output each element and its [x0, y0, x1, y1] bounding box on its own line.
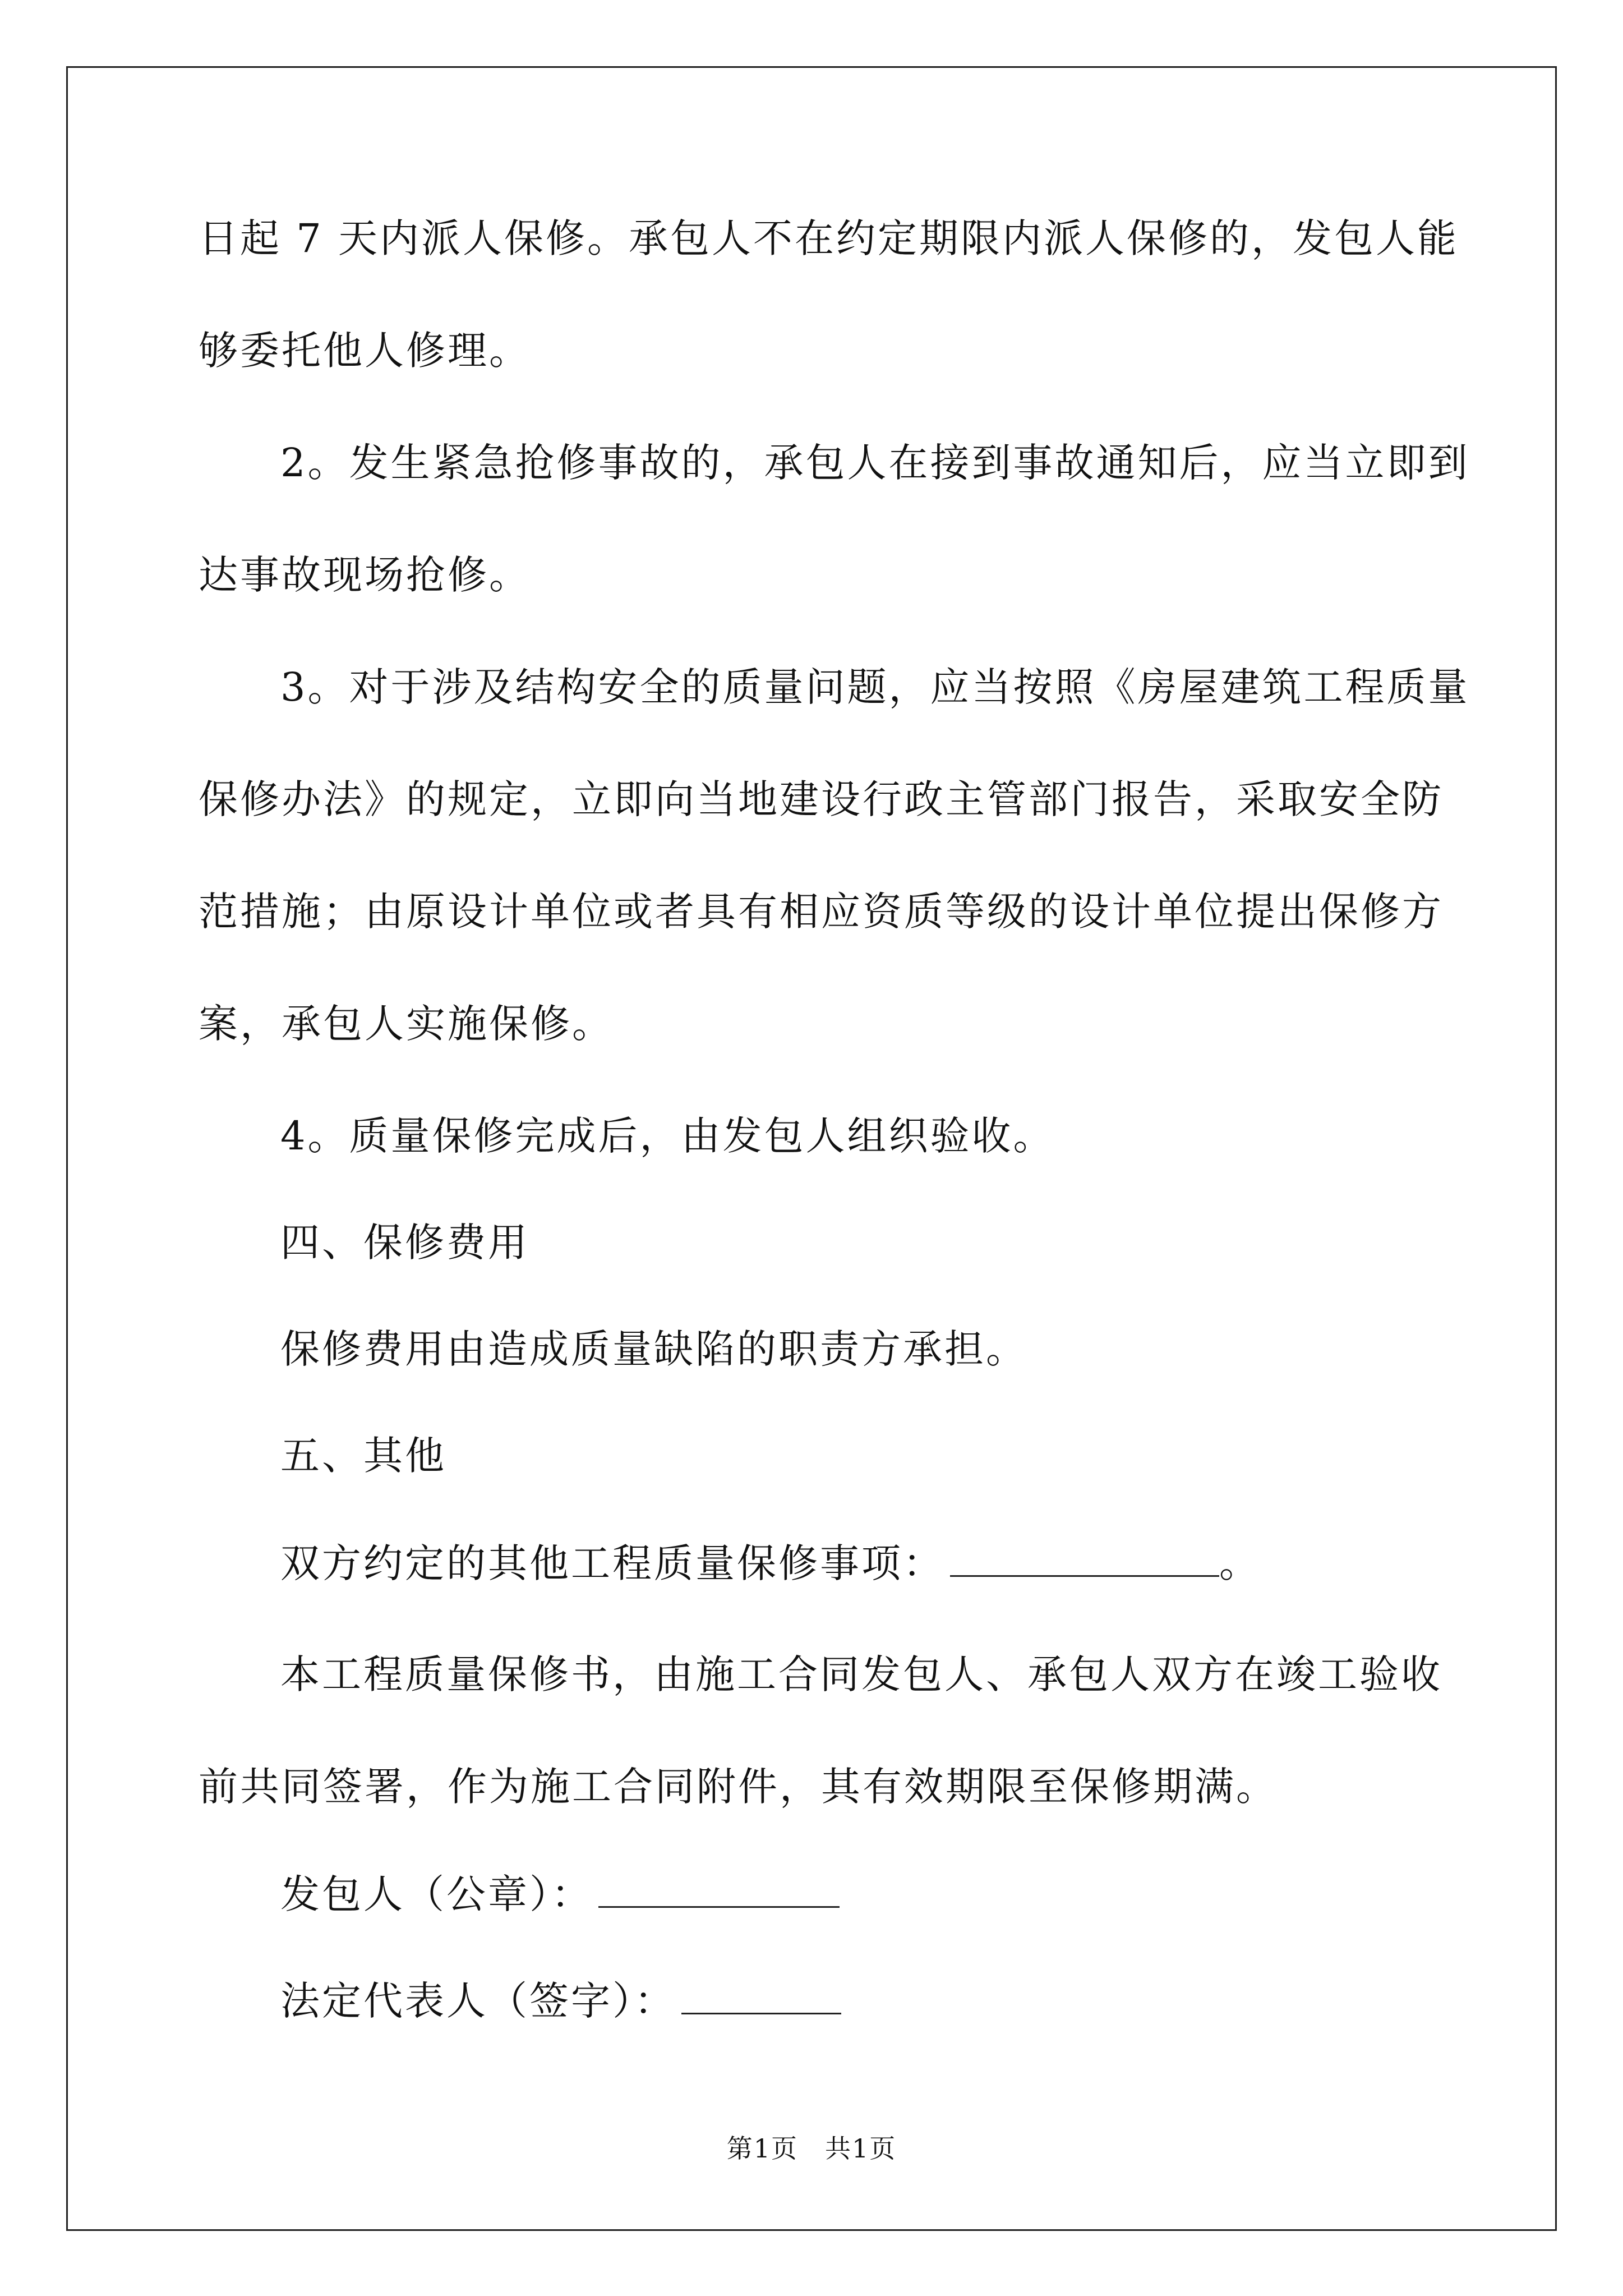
employer-seal-blank — [598, 1874, 840, 1908]
employer-seal-label: 发包人（公章）： — [280, 1871, 593, 1917]
text-line-14: 本工程质量保修书，由施工合同发包人、承包人双方在竣工验收 — [280, 1651, 1442, 1697]
text-line-7: 范措施；由原设计单位或者具有相应资质等级的设计单位提出保修方 — [199, 889, 1444, 935]
text-line-8: 案，承包人实施保修。 — [199, 1001, 614, 1047]
text-line-1: 日起 7 天内派人保修。承包人不在约定期限内派人保修的，发包人能 — [199, 215, 1459, 261]
legal-rep-label: 法定代表人（签字）： — [280, 1978, 676, 2024]
page-footer: 第1页 共1页 — [726, 2133, 897, 2164]
text-line-11: 保修费用由造成质量缺陷的职责方承担。 — [280, 1326, 1027, 1372]
text-line-6: 保修办法》的规定，立即向当地建设行政主管部门报告，采取安全防 — [199, 776, 1444, 822]
other-matters-blank — [950, 1543, 1219, 1577]
text-line-5: 3。对于涉及结构安全的质量问题，应当按照《房屋建筑工程质量 — [280, 664, 1470, 710]
text-line-15: 前共同签署，作为施工合同附件，其有效期限至保修期满。 — [199, 1764, 1278, 1810]
period-mark: 。 — [1219, 1540, 1261, 1586]
employer-seal-line — [280, 1871, 840, 1917]
section-heading-fee: 四、保修费用 — [280, 1220, 529, 1266]
legal-rep-blank — [681, 1980, 841, 2014]
legal-rep-line — [280, 1978, 841, 2024]
other-matters-line — [280, 1540, 1261, 1586]
text-line-9: 4。质量保修完成后，由发包人组织验收。 — [280, 1113, 1055, 1159]
text-line-4: 达事故现场抢修。 — [199, 552, 531, 598]
section-heading-other: 五、其他 — [280, 1433, 446, 1479]
text-line-3: 2。发生紧急抢修事故的，承包人在接到事故通知后，应当立即到 — [280, 440, 1470, 486]
other-matters-label: 双方约定的其他工程质量保修事项： — [280, 1540, 944, 1586]
text-line-2: 够委托他人修理。 — [199, 328, 531, 374]
